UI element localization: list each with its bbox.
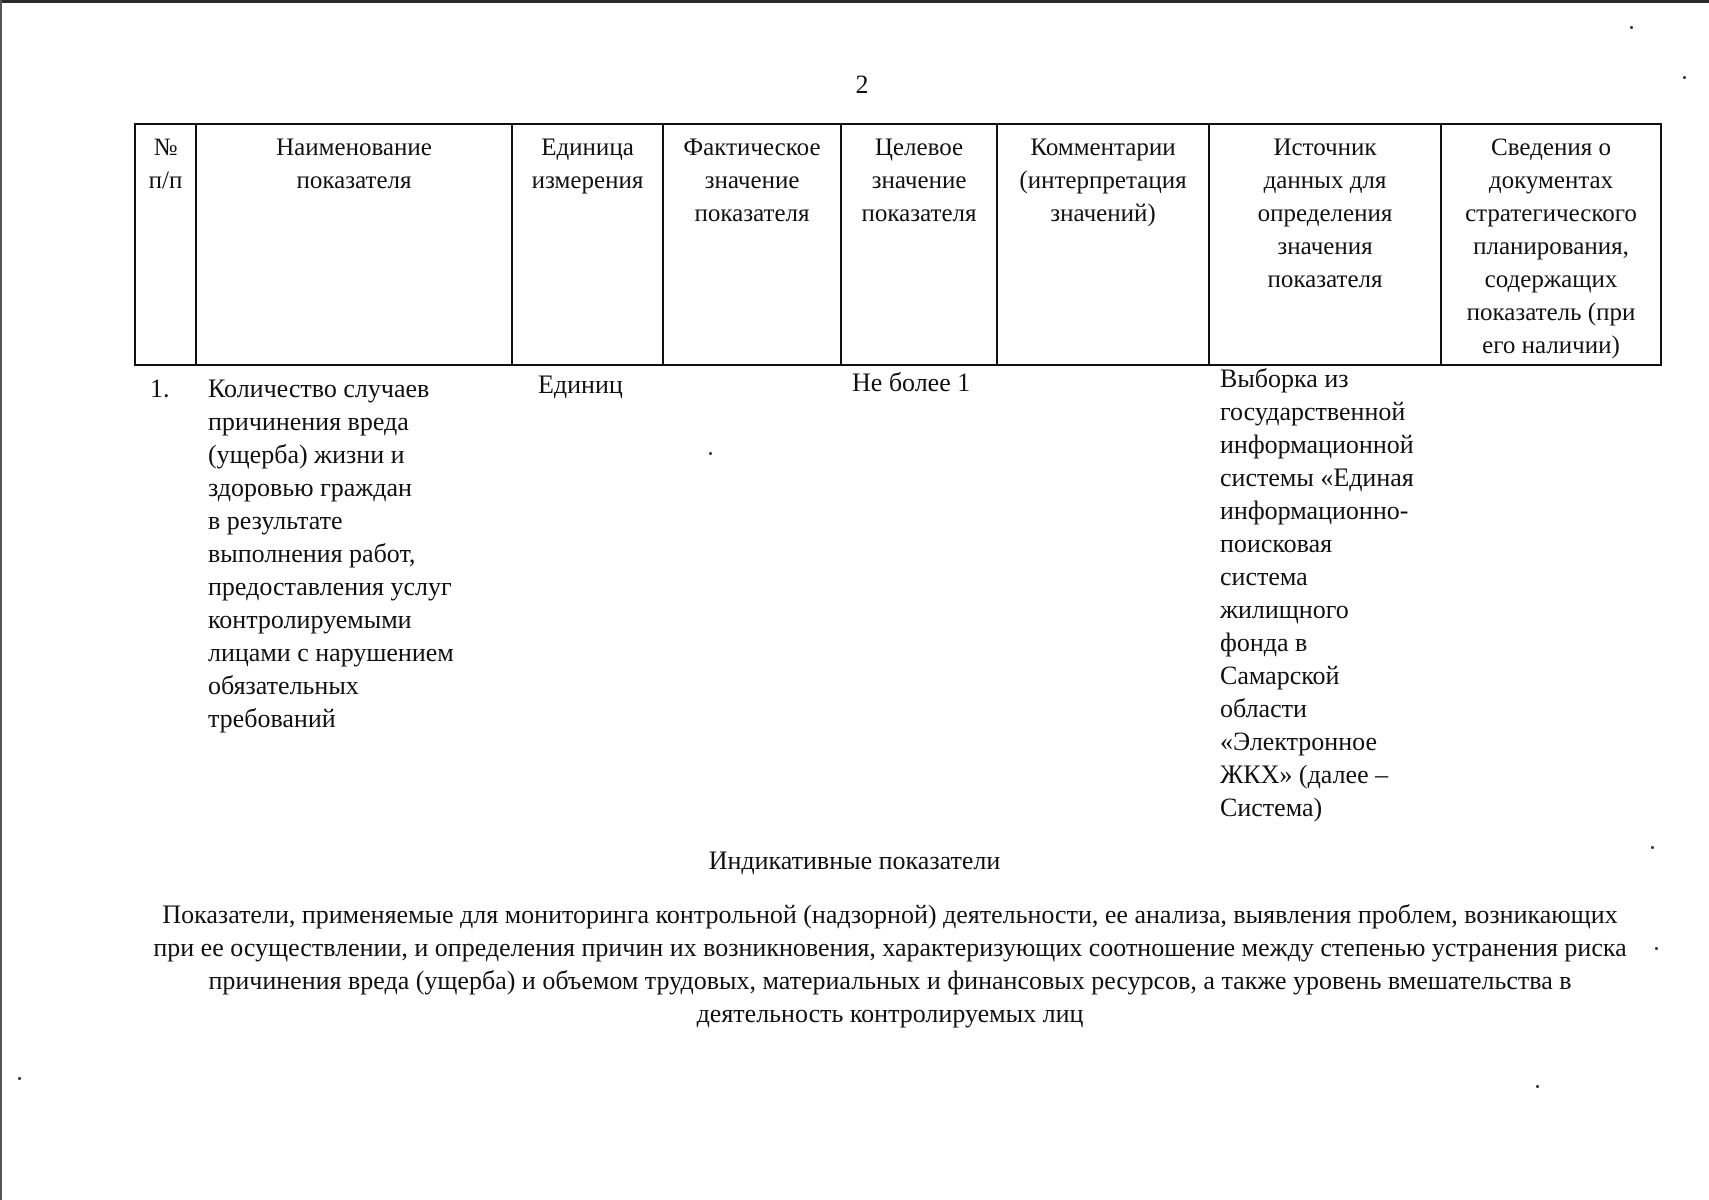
row-unit: Единиц: [538, 370, 623, 399]
header-actual-value: Фактическое значение показателя: [663, 124, 841, 365]
header-unit: Единица измерения: [512, 124, 663, 365]
table-row: [0, 362, 1709, 822]
section-text: Показатели, применяемые для мониторинга контрольной (надзорной) деятельности, ее анализа, выявления проблем, возникающих при ее осуществлении, и определения причин их возникновения, характеризующих соотношение между степенью устранения риска причинения вреда (ущерба) и объемом трудовых, материальных и финансовых ресурсов, а также уровень вмешательства в деятельность контролируемых лиц: [153, 900, 1627, 1028]
scan-speck: [18, 1077, 21, 1080]
scan-speck: [1536, 1085, 1539, 1088]
scan-speck: [1630, 26, 1633, 29]
scan-speck: [1655, 947, 1658, 950]
indicators-table-header: [134, 123, 1662, 366]
scan-speck: [1683, 76, 1686, 79]
header-data-source: Источник данных для определения значения показателя: [1209, 124, 1441, 365]
section-title: Индикативные показатели: [708, 846, 1001, 875]
row-number: 1.: [150, 374, 170, 403]
header-comments: Комментарии (интерпретация значений): [997, 124, 1209, 365]
scan-speck: [1651, 846, 1654, 849]
page-number: 2: [855, 70, 869, 99]
row-data-source: Выборка из государственной информационной системы «Единая информационно- поисковая система жилищного фонда в Самарской области «Электронное ЖКХ» (далее – Система): [1220, 364, 1414, 822]
scan-edge-top: [0, 0, 1709, 3]
row-indicator-name: Количество случаев причинения вреда (ущерба) жизни и здоровью граждан в результате выполнения работ, предоставления услуг контролируемыми лицами с нарушением обязательных требований: [208, 374, 454, 733]
header-target-value: Целевое значение показателя: [841, 124, 997, 365]
header-indicator-name: Наименование показателя: [196, 124, 512, 365]
row-target-value: Не более 1: [852, 368, 971, 397]
scan-speck: [709, 452, 712, 455]
header-number: № п/п: [135, 124, 196, 365]
header-strategic-docs: Сведения о документах стратегического планирования, содержащих показатель (при его наличии): [1441, 124, 1661, 365]
